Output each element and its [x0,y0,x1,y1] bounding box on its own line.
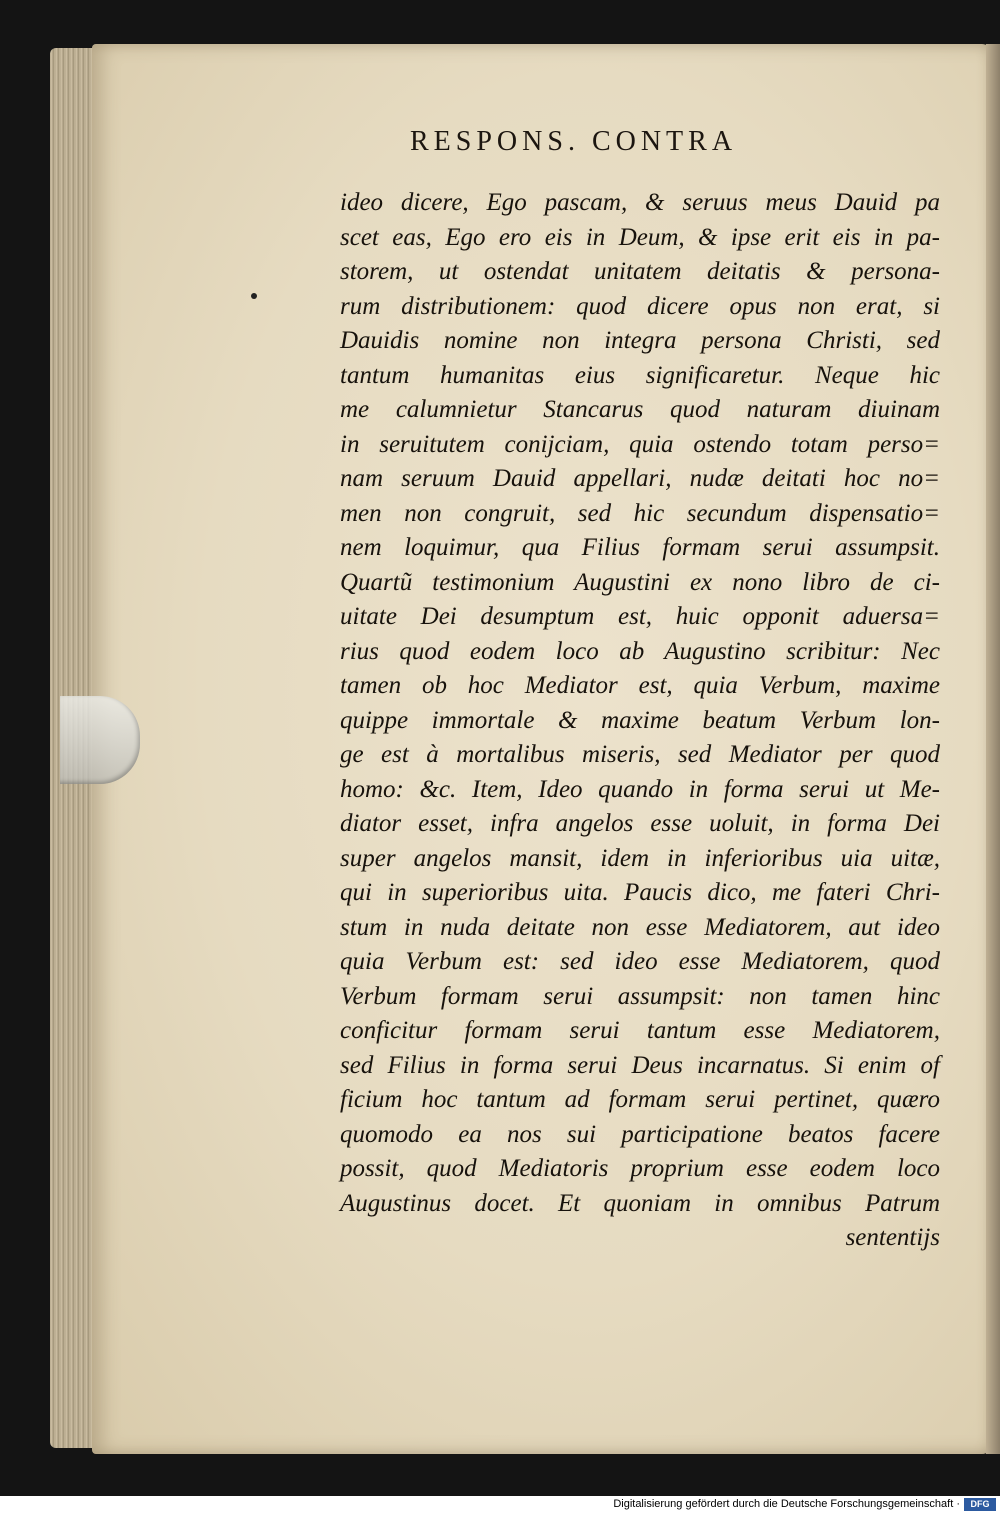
text-line: Augustinus docet. Et quoniam in omnibus Patrum [340,1189,940,1217]
page-right-edge [986,44,1000,1454]
text-line: homo: &c. Item, Ideo quando in forma serui ut Me- [340,775,940,803]
text-line: storem, ut ostendat unitatem deitatis & persona- [340,258,940,285]
body-text [340,186,940,1256]
text-line: nem loquimur, qua Filius formam serui assumpsit. [340,534,940,561]
text-line: Dauidis nomine non integra persona Christi, sed [340,327,940,354]
text-line: sententijs [845,1224,940,1251]
dfg-logo: DFG [964,1498,996,1511]
text-line: ideo dicere, Ego pascam, & seruus meus Dauid pa [340,189,940,216]
text-line: in seruitutem conijciam, quia ostendo totam perso= [340,430,940,458]
text-line: rius quod eodem loco ab Augustino scribitur: Nec [340,637,940,665]
text-line: me calumnietur Stancarus quod naturam diuinam [340,396,940,423]
margin-mark [251,293,257,299]
page-clip [60,696,140,784]
text-line: tantum humanitas eius significaretur. Neque hic [340,361,940,389]
text-line: super angelos mansit, idem in inferioribus uia uitæ, [340,844,940,872]
footer-bar [0,1496,1000,1514]
text-line: ge est à mortalibus miseris, sed Mediator per quod [340,741,940,768]
running-header: RESPONS. CONTRA [410,126,738,157]
text-line: uitate Dei desumptum est, huic opponit aduersa= [340,603,940,630]
text-line: sed Filius in forma serui Deus incarnatus. Si enim of [340,1051,940,1079]
text-line: men non congruit, sed hic secundum dispensatio= [340,499,940,527]
text-line: quippe immortale & maxime beatum Verbum lon- [340,706,940,734]
text-line: quia Verbum est: sed ideo esse Mediatorem, quod [340,948,940,975]
text-line: Quartũ testimonium Augustini ex nono libro de ci- [340,568,940,596]
text-line: possit, quod Mediatoris proprium esse eodem loco [340,1155,940,1182]
text-line: quomodo ea nos sui participatione beatos facere [340,1120,940,1148]
text-line: nam seruum Dauid appellari, nudæ deitati hoc no= [340,465,940,492]
text-line: ficium hoc tantum ad formam serui pertinet, quæro [340,1086,940,1113]
text-line: Verbum formam serui assumpsit: non tamen hinc [340,982,940,1010]
text-line: scet eas, Ego ero eis in Deum, & ipse erit eis in pa- [340,223,940,251]
text-line: diator esset, infra angelos esse uoluit, in forma Dei [340,810,940,837]
text-line: rum distributionem: quod dicere opus non erat, si [340,292,940,320]
funding-note: Digitalisierung gefördert durch die Deutsche Forschungsgemeinschaft · [613,1498,960,1510]
text-line: conficitur formam serui tantum esse Mediatorem, [340,1017,940,1044]
text-line: qui in superioribus uita. Paucis dico, me fateri Chri- [340,879,940,906]
text-line: tamen ob hoc Mediator est, quia Verbum, maxime [340,672,940,699]
text-line: stum in nuda deitate non esse Mediatorem, aut ideo [340,913,940,941]
